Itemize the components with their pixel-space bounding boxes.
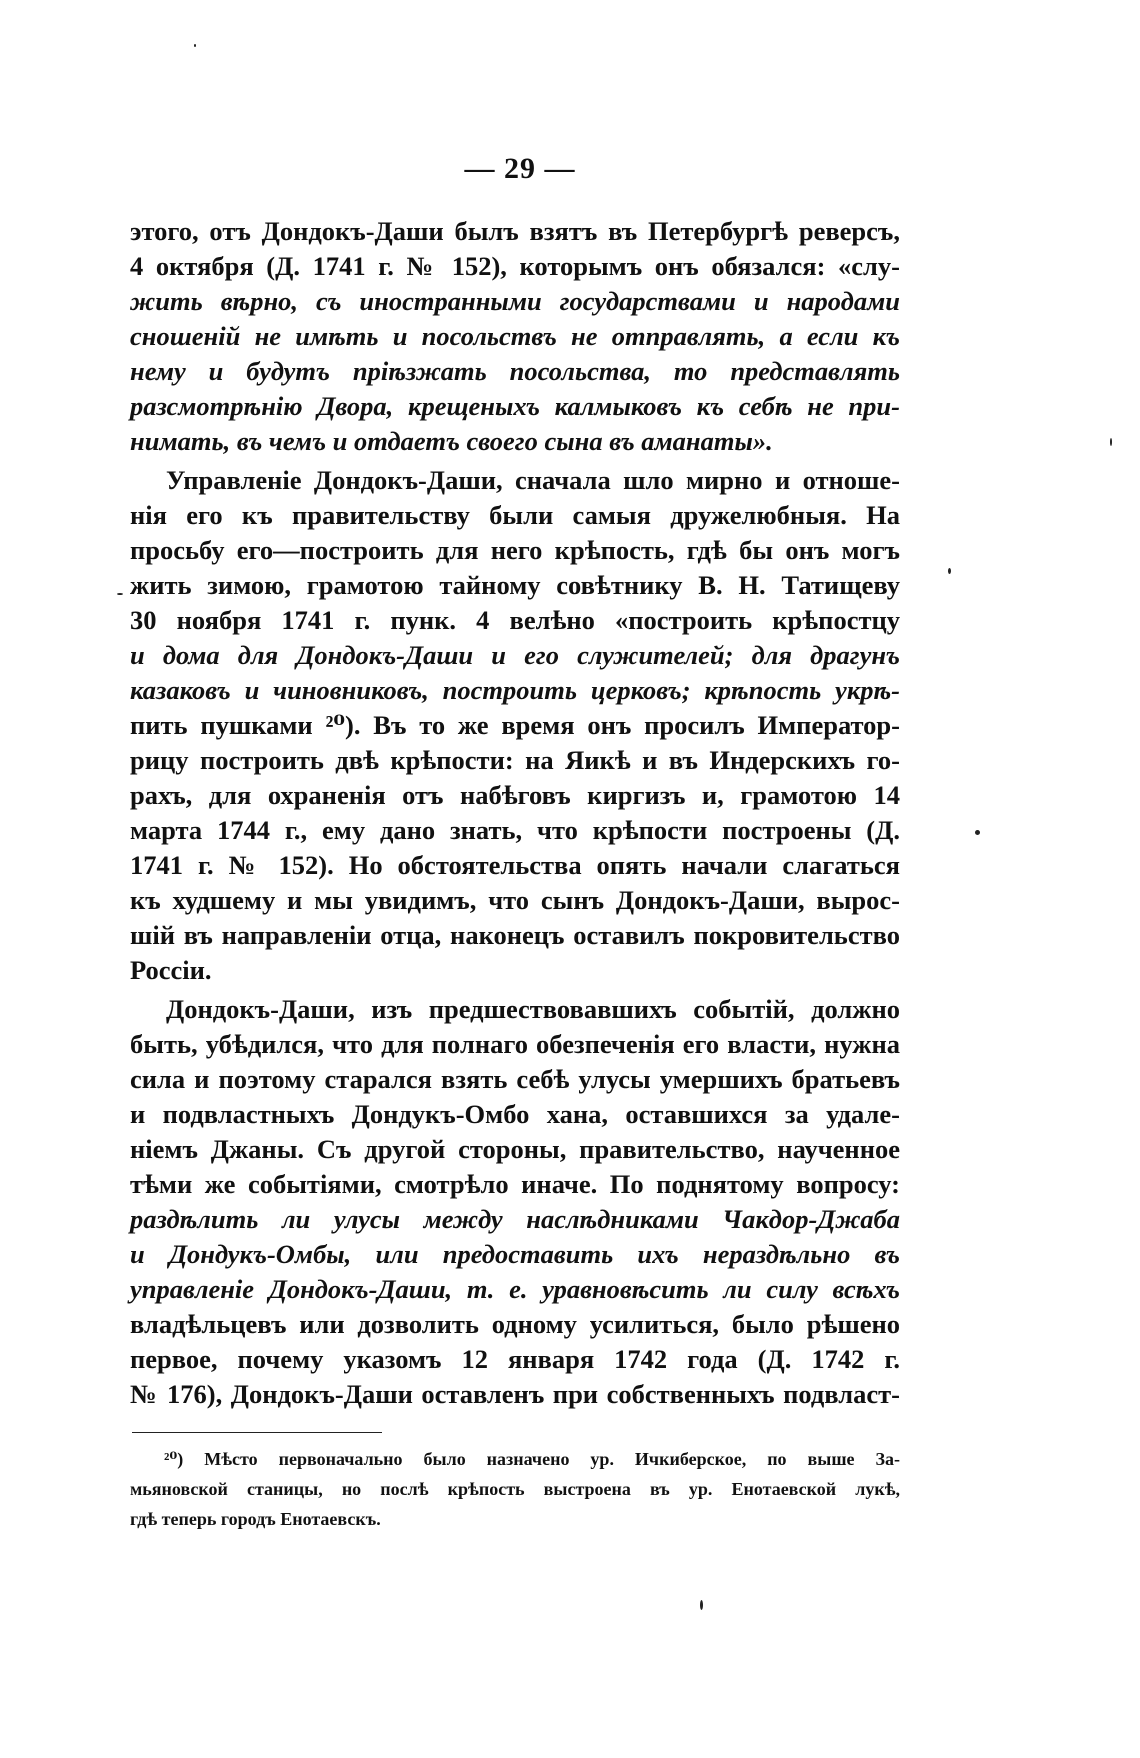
text-line: ніемъ Джаны. Съ другой стороны, правительство, наученное — [130, 1134, 900, 1164]
text-line: шій въ направленіи отца, наконецъ оставилъ покровительство — [130, 920, 900, 950]
text-line: и Дондукъ-Омбы, или предоставить ихъ нераздѣльно въ — [130, 1239, 900, 1269]
text-line: рахъ, для охраненія отъ набѣговъ киргизъ и, грамотою 14 — [130, 780, 900, 810]
text-line: Россіи. — [130, 955, 212, 985]
text-line: Дондокъ-Даши, изъ предшествовавшихъ событій, должно — [166, 994, 900, 1024]
text-line: жить зимою, грамотою тайному совѣтнику В. Н. Татищеву — [130, 570, 900, 600]
text-line: этого, отъ Дондокъ-Даши былъ взятъ въ Петербургѣ реверсъ, — [130, 216, 900, 246]
text-line: первое, почему указомъ 12 января 1742 года (Д. 1742 г. — [130, 1344, 900, 1374]
text-line: нія его къ правительству были самыя дружелюбныя. На — [130, 500, 900, 530]
text-line: просьбу его—построить для него крѣпость, гдѣ бы онъ могъ — [130, 535, 900, 565]
scan-speck — [1110, 438, 1112, 446]
paragraph-2 — [130, 463, 900, 988]
text-line: нему и будутъ пріѣзжать посольства, то представлять — [130, 356, 900, 386]
text-line: 1741 г. № 152). Но обстоятельства опять начали слагаться — [130, 850, 900, 880]
text-line: сношеній не имѣть и посольствъ не отправлять, а если къ — [130, 321, 900, 351]
paragraph-1 — [130, 214, 900, 459]
scan-speck — [117, 593, 123, 595]
scan-speck — [194, 44, 196, 47]
footnote-line: мьяновской станицы, но послѣ крѣпость выстроена въ ур. Енотаевской лукѣ, — [130, 1479, 900, 1499]
footnote-divider — [132, 1432, 382, 1433]
scan-speck — [700, 1600, 703, 1610]
text-line: пить пушками ²⁰). Въ то же время онъ просилъ Император- — [130, 710, 900, 740]
footnote-line: гдѣ теперь городъ Енотаевскъ. — [130, 1509, 381, 1529]
text-line: разсмотрѣнію Двора, крещеныхъ калмыковъ къ себѣ не при- — [130, 391, 900, 421]
text-line: жить вѣрно, съ иностранными государствами и народами — [130, 286, 900, 316]
text-line: къ худшему и мы увидимъ, что сынъ Дондокъ-Даши, вырос- — [130, 885, 900, 915]
text-line: управленіе Дондокъ-Даши, т. е. уравновѣсить ли силу всѣхъ — [130, 1274, 900, 1304]
text-line: и дома для Дондокъ-Даши и его служителей; для драгунъ — [130, 640, 900, 670]
text-line: № 176), Дондокъ-Даши оставленъ при собственныхъ подвласт- — [130, 1379, 900, 1409]
scan-speck — [975, 830, 980, 835]
footnote — [130, 1444, 900, 1534]
footnote-line: ²⁰) Мѣсто первоначально было назначено ур. Ичкиберское, по выше За- — [164, 1449, 900, 1469]
text-line: раздѣлить ли улусы между наслѣдниками Чакдор-Джаба — [130, 1204, 900, 1234]
text-line: Управленіе Дондокъ-Даши, сначала шло мирно и отноше- — [166, 465, 900, 495]
text-line: марта 1744 г., ему дано знать, что крѣпости построены (Д. — [130, 815, 900, 845]
text-line: 4 октября (Д. 1741 г. № 152), которымъ онъ обязался: «слу- — [130, 251, 900, 281]
text-line: нимать, въ чемъ и отдаетъ своего сына въ аманаты». — [130, 426, 773, 456]
text-line: быть, убѣдился, что для полнаго обезпеченія его власти, нужна — [130, 1029, 900, 1059]
text-line: казаковъ и чиновниковъ, построить церковъ; крѣпость укрѣ- — [130, 675, 900, 705]
body-text — [130, 214, 900, 1412]
text-line: тѣми же событіями, смотрѣло иначе. По поднятому вопросу: — [130, 1169, 900, 1199]
text-line: и подвластныхъ Дондукъ-Омбо хана, оставшихся за удале- — [130, 1099, 900, 1129]
scan-speck — [948, 568, 951, 574]
paragraph-3 — [130, 992, 900, 1412]
text-line: рицу построить двѣ крѣпости: на Яикѣ и въ Индерскихъ го- — [130, 745, 900, 775]
page-number: — 29 — — [464, 152, 576, 185]
text-line: 30 ноября 1741 г. пунк. 4 велѣно «построить крѣпостцу — [130, 605, 900, 635]
text-line: владѣльцевъ или дозволить одному усилиться, было рѣшено — [130, 1309, 900, 1339]
text-line: сила и поэтому старался взять себѣ улусы умершихъ братьевъ — [130, 1064, 900, 1094]
